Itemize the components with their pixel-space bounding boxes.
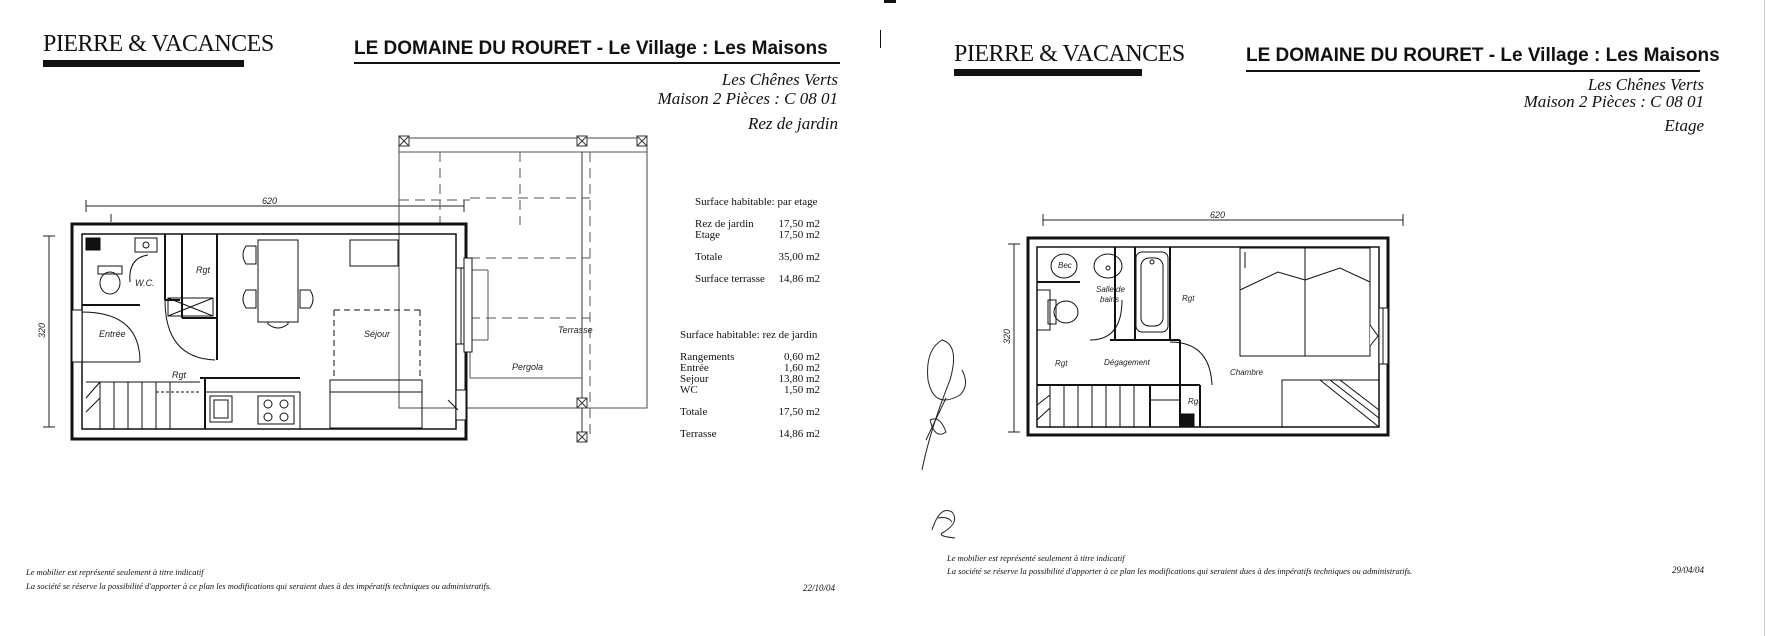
handwritten-signature <box>922 340 966 470</box>
room-label-degagement: Dégagement <box>1104 358 1150 367</box>
table-row: Totale 35,00 m2 <box>695 251 820 263</box>
ground-floor-plan <box>0 0 880 636</box>
furniture-disclaimer: Le mobilier est représenté seulement à titre indicatif <box>947 553 1125 563</box>
room-label-bidet: Bec <box>1058 261 1072 270</box>
interior-door <box>165 300 215 360</box>
unit-type: Maison 2 Pièces : C 08 01 <box>657 89 838 108</box>
upper-floor-plan <box>900 0 1768 636</box>
surface-summary-table <box>695 197 820 285</box>
dining-table <box>243 240 313 328</box>
room-label-rgt-left: Rgt <box>1055 359 1068 368</box>
table-row: Entrée 1,60 m2 <box>680 362 820 374</box>
table-row: Surface terrasse 14,86 m2 <box>695 273 820 285</box>
height-dimension-label: 320 <box>37 322 47 338</box>
table-row: WC 1,50 m2 <box>680 384 820 396</box>
surface-detail-heading: Surface habitable: rez de jardin <box>680 329 818 341</box>
table-row: Sejour 13,80 m2 <box>680 373 820 385</box>
staircase <box>86 382 200 429</box>
handwritten-initials <box>932 510 955 538</box>
wardrobe <box>1282 380 1379 427</box>
surface-summary-heading: Surface habitable: par etage <box>695 196 818 208</box>
pergola-posts <box>399 136 647 442</box>
room-label-wc: W.C. <box>135 278 155 288</box>
height-dimension-label: 320 <box>1002 328 1012 344</box>
room-label-entree: Entrée <box>99 329 126 339</box>
plan-date: 29/04/04 <box>1672 565 1705 575</box>
residence-name: Les Chênes Verts <box>1587 75 1704 94</box>
double-bed <box>1240 248 1370 356</box>
scan-edge-line <box>1764 0 1765 636</box>
room-label-terrasse: Terrasse <box>558 325 593 335</box>
room-label-rgt-top: Rgt <box>196 265 211 275</box>
scan-edge-mark <box>880 30 881 48</box>
width-dimension-label: 620 <box>1210 210 1226 220</box>
exterior-walls <box>1028 238 1388 435</box>
table-row: Terrasse 14,86 m2 <box>680 428 820 440</box>
room-label-bathroom-line2: bains <box>1100 295 1120 304</box>
pergola-structure <box>399 138 647 440</box>
table-row: Rangements 0,60 m2 <box>680 351 820 363</box>
brand-logo-text: PIERRE & VACANCES <box>43 31 274 57</box>
modification-disclaimer: La société se réserve la possibilité d'apporter à ce plan les modifications qui seraient dues à des impératifs techniques ou administratifs. <box>26 581 492 591</box>
plan-date: 22/10/04 <box>803 583 836 593</box>
room-label-sejour: Séjour <box>364 329 391 339</box>
modification-disclaimer: La société se réserve la possibilité d'apporter à ce plan les modifications qui seraient dues à des impératifs techniques ou administratifs. <box>947 566 1413 576</box>
storage-cross <box>168 298 213 316</box>
width-dimension-label: 620 <box>262 196 278 206</box>
room-label-rgt-small: Rgt <box>1188 397 1201 406</box>
unit-type: Maison 2 Pièces : C 08 01 <box>1523 92 1704 111</box>
level-name: Etage <box>1664 116 1704 135</box>
table-row: Rez de jardin 17,50 m2 <box>695 218 820 230</box>
staircase <box>1037 385 1194 427</box>
brand-logo-text: PIERRE & VACANCES <box>954 41 1185 67</box>
windows <box>448 258 472 420</box>
project-title: LE DOMAINE DU ROURET - Le Village : Les Maisons <box>354 38 828 59</box>
residence-name: Les Chênes Verts <box>721 70 838 89</box>
left-plan-sheet <box>0 0 880 636</box>
level-name: Rez de jardin <box>747 114 838 133</box>
table-row: Etage 17,50 m2 <box>695 229 820 241</box>
room-label-rgt-bottom: Rgt <box>172 370 187 380</box>
room-label-chambre: Chambre <box>1230 368 1263 377</box>
table-row: Totale 17,50 m2 <box>680 406 820 418</box>
kitchen-counter <box>205 392 300 429</box>
scan-edge-mark <box>884 0 896 3</box>
furniture-disclaimer: Le mobilier est représenté seulement à titre indicatif <box>26 567 204 577</box>
right-plan-sheet <box>900 0 1768 636</box>
room-label-rgt-bath: Rgt <box>1182 294 1195 303</box>
surface-detail-table <box>680 330 820 440</box>
room-label-bathroom-line1: Salle de <box>1096 285 1125 294</box>
windows <box>1370 308 1388 364</box>
project-title: LE DOMAINE DU ROURET - Le Village : Les Maisons <box>1246 45 1720 66</box>
room-label-pergola: Pergola <box>512 362 544 372</box>
landing-door <box>1170 342 1212 385</box>
